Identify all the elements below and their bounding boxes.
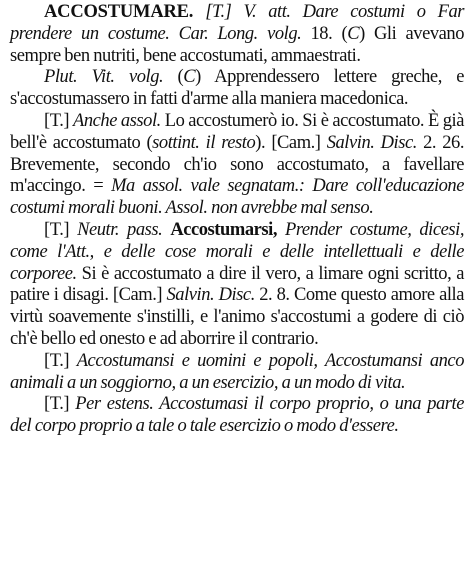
- definition-text: Per estens. Accostumasi il corpo proprio, o una parte del corpo proprio a tale o tale esercizio o modo d'essere.: [10, 394, 465, 437]
- entry-paragraph-definition: [10, 2, 464, 67]
- source-tag: [T.]: [44, 350, 77, 371]
- example-text: Lo accostumerò io. Si è accostumato. È già bell'è accostumato (: [10, 110, 464, 153]
- citation-source: Plut. Vit. volg.: [44, 67, 164, 88]
- citation-mark: C: [183, 67, 196, 88]
- usage-note: sottint. il resto: [152, 132, 256, 153]
- citation-source: Salvin. Disc.: [166, 285, 255, 306]
- example-text: 2. 26. Brevemente, secondo ch'io sono accostumato, a favellare m'accingo. =: [10, 132, 464, 197]
- example-text: ) Apprendessero lettere greche, e s'accostumassero in fatti d'arme alla maniera macedonica.: [10, 67, 464, 110]
- source-tag: [T.]: [205, 2, 232, 22]
- definition-text: Prender costume, dicesi, come l'Att., e delle cose morali e delle intellettuali e delle corporee.: [10, 219, 465, 284]
- example-text-continued: ). [Cam.]: [255, 132, 327, 153]
- definition-text: Accostumansi e uomini e popoli, Accostumansi anco animali a un soggiorno, a un esercizio, a un modo di vita.: [10, 350, 464, 393]
- headword: ACCOSTUMARE.: [44, 2, 194, 22]
- definition-text: V. att. Dare costumi o Far prendere un costume. Car. Long. volg.: [10, 2, 464, 44]
- definition-note: Ma assol. vale segnatam.: Dare coll'educazione costumi morali buoni. Assol. non avrebbe mal senso.: [10, 176, 464, 219]
- citation-number: 18. (: [301, 23, 348, 44]
- source-tag: [T.]: [44, 219, 78, 240]
- source-tag: [T.]: [44, 110, 73, 131]
- example-text: 2. 8. Come questo amore alla virtù soavemente s'instilli, e l'animo s'accostumi a godere di ciò ch'è bello ed onesto e ad aborrire il contrario.: [10, 285, 464, 349]
- subentry-headword: Accostumarsi,: [170, 219, 277, 240]
- entry-paragraph-reflexive: [10, 220, 464, 351]
- example-text: Si è accostumato a dire il vero, a limare ogni scritto, a patire i disagi. [Cam.]: [10, 263, 464, 306]
- entry-paragraph-plutarch: [10, 67, 464, 111]
- usage-label: Anche assol.: [72, 110, 161, 131]
- citation-source: Salvin. Disc.: [326, 132, 417, 153]
- citation-mark: C: [347, 23, 360, 44]
- spacer: [277, 220, 285, 240]
- entry-paragraph-extension: [10, 394, 464, 438]
- citation-open: (: [163, 67, 184, 88]
- entry-paragraph-absolute: [10, 111, 464, 220]
- example-text: ) Gli avevano sempre ben nutriti, bene accostumati, ammaestrati.: [10, 23, 464, 66]
- entry-paragraph-peoples: [10, 351, 464, 395]
- source-tag: [T.]: [44, 394, 76, 415]
- usage-label: Neutr. pass.: [77, 219, 163, 240]
